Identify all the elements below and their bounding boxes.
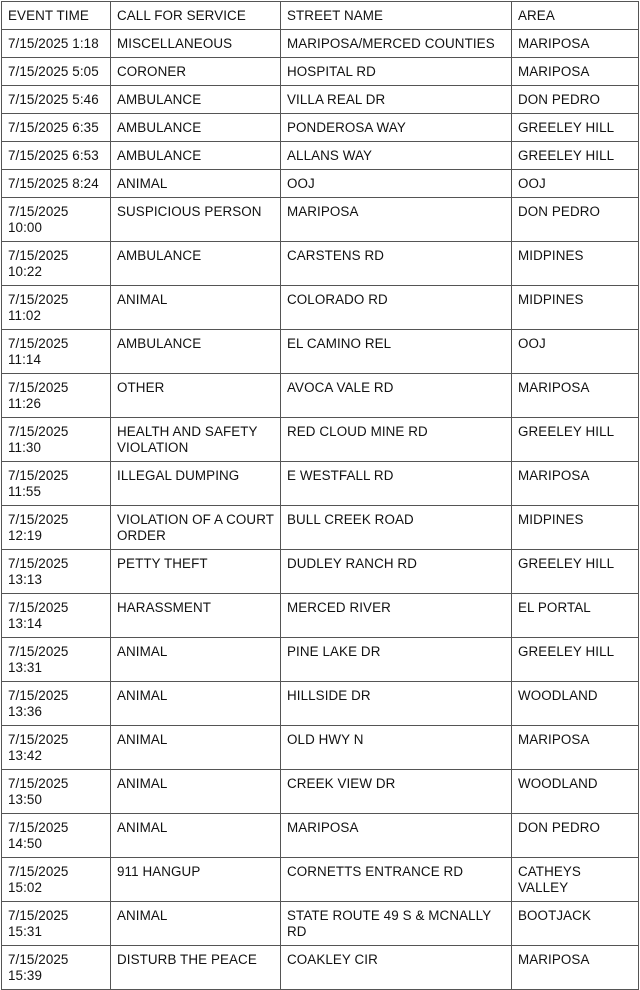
- event-time-cell: 7/15/2025 12:19: [2, 506, 111, 550]
- call-for-service-cell: SUSPICIOUS PERSON: [111, 198, 281, 242]
- call-for-service-cell: OTHER: [111, 374, 281, 418]
- event-time-cell: 7/15/2025 15:31: [2, 902, 111, 946]
- call-for-service-cell: ANIMAL: [111, 726, 281, 770]
- event-time-cell: 7/15/2025 6:35: [2, 114, 111, 142]
- street-name-cell: OLD HWY N: [281, 726, 512, 770]
- street-name-cell: MARIPOSA/MERCED COUNTIES: [281, 30, 512, 58]
- event-time-cell: 7/15/2025 10:22: [2, 242, 111, 286]
- table-row: [2, 374, 639, 418]
- event-time-cell: 7/15/2025 1:18: [2, 30, 111, 58]
- call-for-service-cell: ANIMAL: [111, 682, 281, 726]
- table-row: [2, 638, 639, 682]
- call-for-service-cell: AMBULANCE: [111, 114, 281, 142]
- call-for-service-cell: MISCELLANEOUS: [111, 30, 281, 58]
- street-name-cell: EL CAMINO REL: [281, 330, 512, 374]
- table-row: [2, 814, 639, 858]
- area-cell: DON PEDRO: [512, 86, 639, 114]
- area-cell: DON PEDRO: [512, 814, 639, 858]
- table-row: [2, 594, 639, 638]
- area-cell: CATHEYS VALLEY: [512, 858, 639, 902]
- area-cell: MARIPOSA: [512, 30, 639, 58]
- area-cell: GREELEY HILL: [512, 114, 639, 142]
- call-for-service-cell: ANIMAL: [111, 770, 281, 814]
- table-row: [2, 462, 639, 506]
- call-for-service-cell: ILLEGAL DUMPING: [111, 462, 281, 506]
- table-row: [2, 550, 639, 594]
- street-name-cell: STATE ROUTE 49 S & MCNALLY RD: [281, 902, 512, 946]
- header-event-time: EVENT TIME: [2, 2, 111, 30]
- street-name-cell: PINE LAKE DR: [281, 638, 512, 682]
- area-cell: BOOTJACK: [512, 902, 639, 946]
- table-row: [2, 506, 639, 550]
- table-row: [2, 902, 639, 946]
- street-name-cell: OOJ: [281, 170, 512, 198]
- header-street-name: STREET NAME: [281, 2, 512, 30]
- area-cell: MARIPOSA: [512, 462, 639, 506]
- street-name-cell: COLORADO RD: [281, 286, 512, 330]
- street-name-cell: AVOCA VALE RD: [281, 374, 512, 418]
- table-row: [2, 242, 639, 286]
- event-time-cell: 7/15/2025 5:46: [2, 86, 111, 114]
- area-cell: MARIPOSA: [512, 58, 639, 86]
- area-cell: GREELEY HILL: [512, 418, 639, 462]
- event-time-cell: 7/15/2025 13:31: [2, 638, 111, 682]
- area-cell: MARIPOSA: [512, 374, 639, 418]
- area-cell: MIDPINES: [512, 506, 639, 550]
- area-cell: EL PORTAL: [512, 594, 639, 638]
- street-name-cell: DUDLEY RANCH RD: [281, 550, 512, 594]
- street-name-cell: ALLANS WAY: [281, 142, 512, 170]
- event-time-cell: 7/15/2025 11:02: [2, 286, 111, 330]
- call-log-body: [2, 30, 639, 990]
- call-for-service-cell: 911 HANGUP: [111, 858, 281, 902]
- street-name-cell: CREEK VIEW DR: [281, 770, 512, 814]
- event-time-cell: 7/15/2025 6:53: [2, 142, 111, 170]
- street-name-cell: VILLA REAL DR: [281, 86, 512, 114]
- event-time-cell: 7/15/2025 11:30: [2, 418, 111, 462]
- table-row: [2, 330, 639, 374]
- call-for-service-cell: AMBULANCE: [111, 330, 281, 374]
- call-for-service-cell: ANIMAL: [111, 286, 281, 330]
- call-for-service-cell: AMBULANCE: [111, 142, 281, 170]
- table-row: [2, 142, 639, 170]
- street-name-cell: HILLSIDE DR: [281, 682, 512, 726]
- street-name-cell: BULL CREEK ROAD: [281, 506, 512, 550]
- area-cell: OOJ: [512, 330, 639, 374]
- street-name-cell: CORNETTS ENTRANCE RD: [281, 858, 512, 902]
- call-for-service-cell: ANIMAL: [111, 170, 281, 198]
- table-row: [2, 858, 639, 902]
- event-time-cell: 7/15/2025 8:24: [2, 170, 111, 198]
- call-for-service-cell: DISTURB THE PEACE: [111, 946, 281, 990]
- area-cell: MIDPINES: [512, 242, 639, 286]
- call-for-service-cell: AMBULANCE: [111, 242, 281, 286]
- call-log-table: [1, 1, 639, 990]
- street-name-cell: COAKLEY CIR: [281, 946, 512, 990]
- table-row: [2, 114, 639, 142]
- call-for-service-cell: VIOLATION OF A COURT ORDER: [111, 506, 281, 550]
- table-row: [2, 286, 639, 330]
- table-row: [2, 58, 639, 86]
- street-name-cell: HOSPITAL RD: [281, 58, 512, 86]
- call-for-service-cell: HARASSMENT: [111, 594, 281, 638]
- street-name-cell: MERCED RIVER: [281, 594, 512, 638]
- header-row: [2, 2, 639, 30]
- call-for-service-cell: ANIMAL: [111, 638, 281, 682]
- event-time-cell: 7/15/2025 5:05: [2, 58, 111, 86]
- event-time-cell: 7/15/2025 13:50: [2, 770, 111, 814]
- event-time-cell: 7/15/2025 13:36: [2, 682, 111, 726]
- street-name-cell: RED CLOUD MINE RD: [281, 418, 512, 462]
- area-cell: OOJ: [512, 170, 639, 198]
- table-row: [2, 198, 639, 242]
- event-time-cell: 7/15/2025 15:02: [2, 858, 111, 902]
- table-row: [2, 86, 639, 114]
- event-time-cell: 7/15/2025 13:13: [2, 550, 111, 594]
- event-time-cell: 7/15/2025 13:14: [2, 594, 111, 638]
- call-for-service-cell: ANIMAL: [111, 902, 281, 946]
- call-for-service-cell: AMBULANCE: [111, 86, 281, 114]
- area-cell: GREELEY HILL: [512, 550, 639, 594]
- street-name-cell: E WESTFALL RD: [281, 462, 512, 506]
- event-time-cell: 7/15/2025 15:39: [2, 946, 111, 990]
- area-cell: DON PEDRO: [512, 198, 639, 242]
- call-for-service-cell: HEALTH AND SAFETY VIOLATION: [111, 418, 281, 462]
- event-time-cell: 7/15/2025 11:26: [2, 374, 111, 418]
- area-cell: GREELEY HILL: [512, 638, 639, 682]
- street-name-cell: MARIPOSA: [281, 814, 512, 858]
- street-name-cell: CARSTENS RD: [281, 242, 512, 286]
- area-cell: GREELEY HILL: [512, 142, 639, 170]
- event-time-cell: 7/15/2025 13:42: [2, 726, 111, 770]
- call-for-service-cell: CORONER: [111, 58, 281, 86]
- call-for-service-cell: ANIMAL: [111, 814, 281, 858]
- table-row: [2, 726, 639, 770]
- event-time-cell: 7/15/2025 11:14: [2, 330, 111, 374]
- event-time-cell: 7/15/2025 14:50: [2, 814, 111, 858]
- area-cell: MARIPOSA: [512, 946, 639, 990]
- area-cell: MIDPINES: [512, 286, 639, 330]
- table-row: [2, 770, 639, 814]
- street-name-cell: MARIPOSA: [281, 198, 512, 242]
- event-time-cell: 7/15/2025 10:00: [2, 198, 111, 242]
- call-for-service-cell: PETTY THEFT: [111, 550, 281, 594]
- table-row: [2, 946, 639, 990]
- area-cell: MARIPOSA: [512, 726, 639, 770]
- table-row: [2, 418, 639, 462]
- table-row: [2, 682, 639, 726]
- street-name-cell: PONDEROSA WAY: [281, 114, 512, 142]
- table-row: [2, 30, 639, 58]
- header-area: AREA: [512, 2, 639, 30]
- table-row: [2, 170, 639, 198]
- header-call-for-service: CALL FOR SERVICE: [111, 2, 281, 30]
- area-cell: WOODLAND: [512, 682, 639, 726]
- area-cell: WOODLAND: [512, 770, 639, 814]
- event-time-cell: 7/15/2025 11:55: [2, 462, 111, 506]
